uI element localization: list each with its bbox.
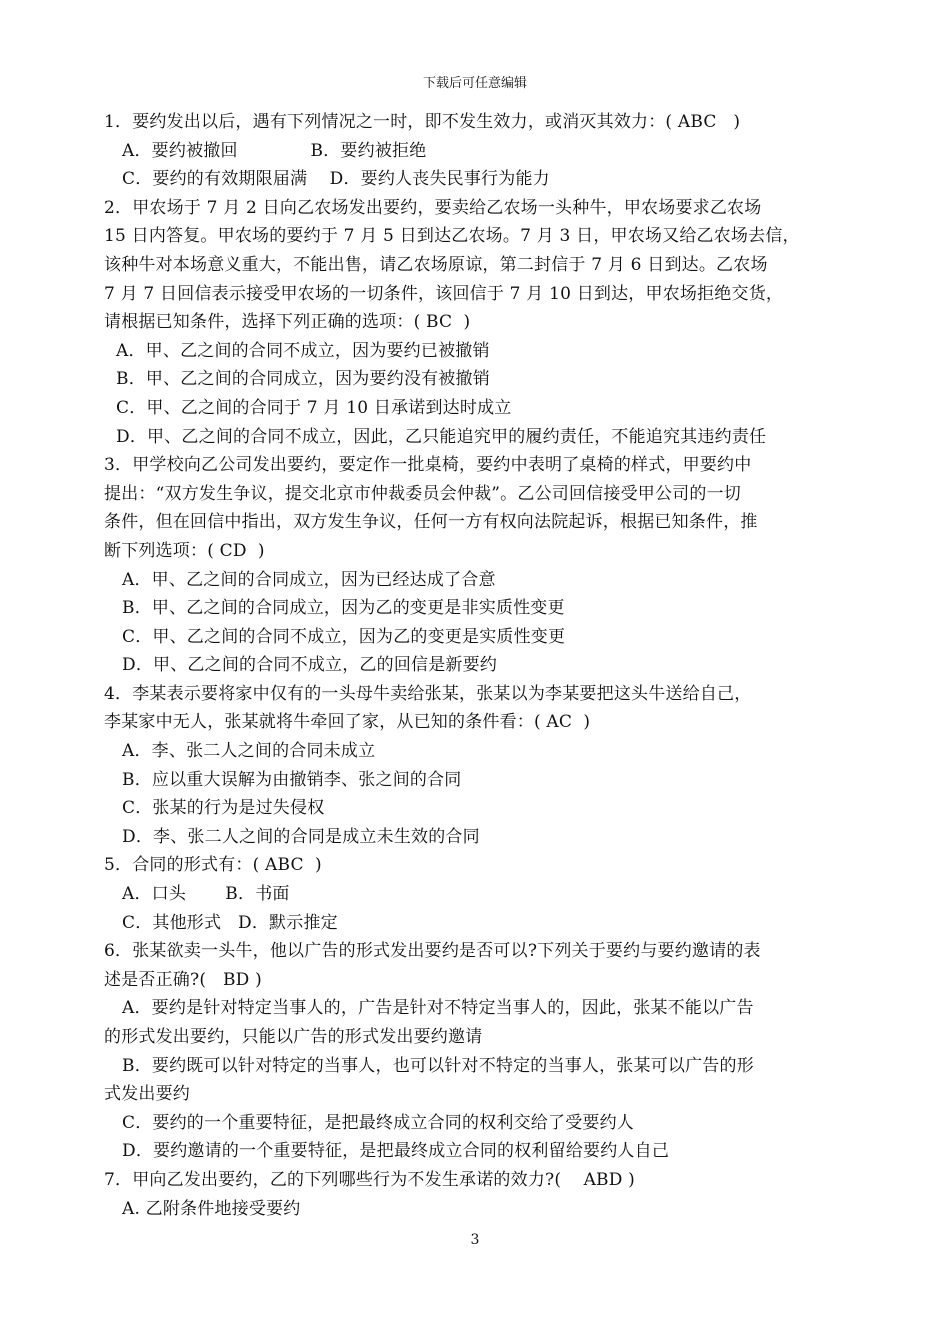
text-line: A. 乙附条件地接受要约 [122, 1198, 301, 1219]
text-line: A．甲、乙之间的合同成立，因为已经达成了合意 [122, 569, 496, 590]
text-line: D．甲、乙之间的合同不成立，因此，乙只能追究甲的履约责任，不能追究其违约责任 [116, 426, 767, 447]
text-line: C．张某的行为是过失侵权 [122, 798, 325, 819]
text-line: D．甲、乙之间的合同不成立，乙的回信是新要约 [122, 655, 498, 676]
text-line: B．要约既可以针对特定的当事人，也可以针对不特定的当事人，张某可以广告的形 [122, 1055, 754, 1076]
text-line: 4．李某表示要将家中仅有的一头母牛卖给张某，张某以为李某要把这头牛送给自己， [104, 683, 752, 704]
text-line: 断下列选项：( CD ) [104, 540, 265, 561]
text-line: A．李、张二人之间的合同未成立 [122, 741, 376, 762]
text-line: 5．合同的形式有：( ABC ) [104, 855, 322, 876]
text-line: 提出：“双方发生争议，提交北京市仲裁委员会仲裁”。乙公司回信接受甲公司的一切 [104, 483, 741, 504]
text-line: 7 月 7 日回信表示接受甲农场的一切条件，该回信于 7 月 10 日到达，甲农场拒绝交货， [104, 283, 784, 304]
text-line: 请根据已知条件，选择下列正确的选项：( BC ) [104, 312, 471, 333]
text-line: 的形式发出要约，只能以广告的形式发出要约邀请 [104, 1027, 483, 1047]
text-line: A．要约被撤回 B．要约被拒绝 [122, 140, 427, 161]
text-line: D．要约邀请的一个重要特征，是把最终成立合同的权利留给要约人自己 [122, 1141, 670, 1162]
text-line: 条件，但在回信中指出，双方发生争议，任何一方有权向法院起诉，根据已知条件，推 [104, 512, 758, 533]
text-line: 3．甲学校向乙公司发出要约，要定作一批桌椅，要约中表明了桌椅的样式，甲要约中 [104, 455, 752, 476]
text-line: A．甲、乙之间的合同不成立，因为要约已被撤销 [116, 340, 490, 361]
text-line: C．要约的一个重要特征，是把最终成立合同的权利交给了受要约人 [122, 1112, 635, 1133]
text-line: B．甲、乙之间的合同成立，因为乙的变更是非实质性变更 [122, 598, 565, 619]
text-line: 7．甲向乙发出要约，乙的下列哪些行为不发生承诺的效力?( ABD ) [104, 1169, 636, 1190]
text-line: A．要约是针对特定当事人的，广告是针对不特定当事人的，因此，张某不能以广告 [122, 998, 754, 1019]
text-line: 李某家中无人，张某就将牛牵回了家，从已知的条件看：( AC ) [104, 712, 591, 733]
text-line: C．甲、乙之间的合同于 7 月 10 日承诺到达时成立 [116, 397, 512, 418]
text-line: 6．张某欲卖一头牛，他以广告的形式发出要约是否可以?下列关于要约与要约邀请的表 [104, 941, 761, 962]
text-line: A．口头 B．书面 [122, 884, 290, 905]
text-line: C．甲、乙之间的合同不成立，因为乙的变更是实质性变更 [122, 626, 566, 647]
page-number: 3 [470, 1232, 480, 1248]
text-line: B．甲、乙之间的合同成立，因为要约没有被撤销 [116, 369, 490, 390]
text-line: 1．要约发出以后，遇有下列情况之一时，即不发生效力，或消灭其效力：( ABC ) [104, 112, 741, 132]
document-body [104, 108, 854, 1223]
text-line: 该种牛对本场意义重大，不能出售，请乙农场原谅，第二封信于 7 月 6 日到达。乙农场 [104, 254, 768, 275]
text-line: B．应以重大误解为由撤销李、张之间的合同 [122, 769, 462, 790]
text-line: C．其他形式 D．默示推定 [122, 912, 338, 933]
text-line: C．要约的有效期限届满 D．要约人丧失民事行为能力 [122, 169, 550, 190]
page-header: 下载后可任意编辑 [422, 76, 527, 91]
text-line: 2．甲农场于 7 月 2 日向乙农场发出要约，要卖给乙农场一头种牛，甲农场要求乙农场 [104, 197, 762, 218]
text-line: 15 日内答复。甲农场的要约于 7 月 5 日到达乙农场。7 月 3 日，甲农场又给乙农场去信， [104, 226, 800, 247]
text-line: 式发出要约 [104, 1084, 190, 1105]
text-line: D．李、张二人之间的合同是成立未生效的合同 [122, 826, 480, 847]
text-line: 述是否正确?( BD ) [104, 969, 262, 990]
